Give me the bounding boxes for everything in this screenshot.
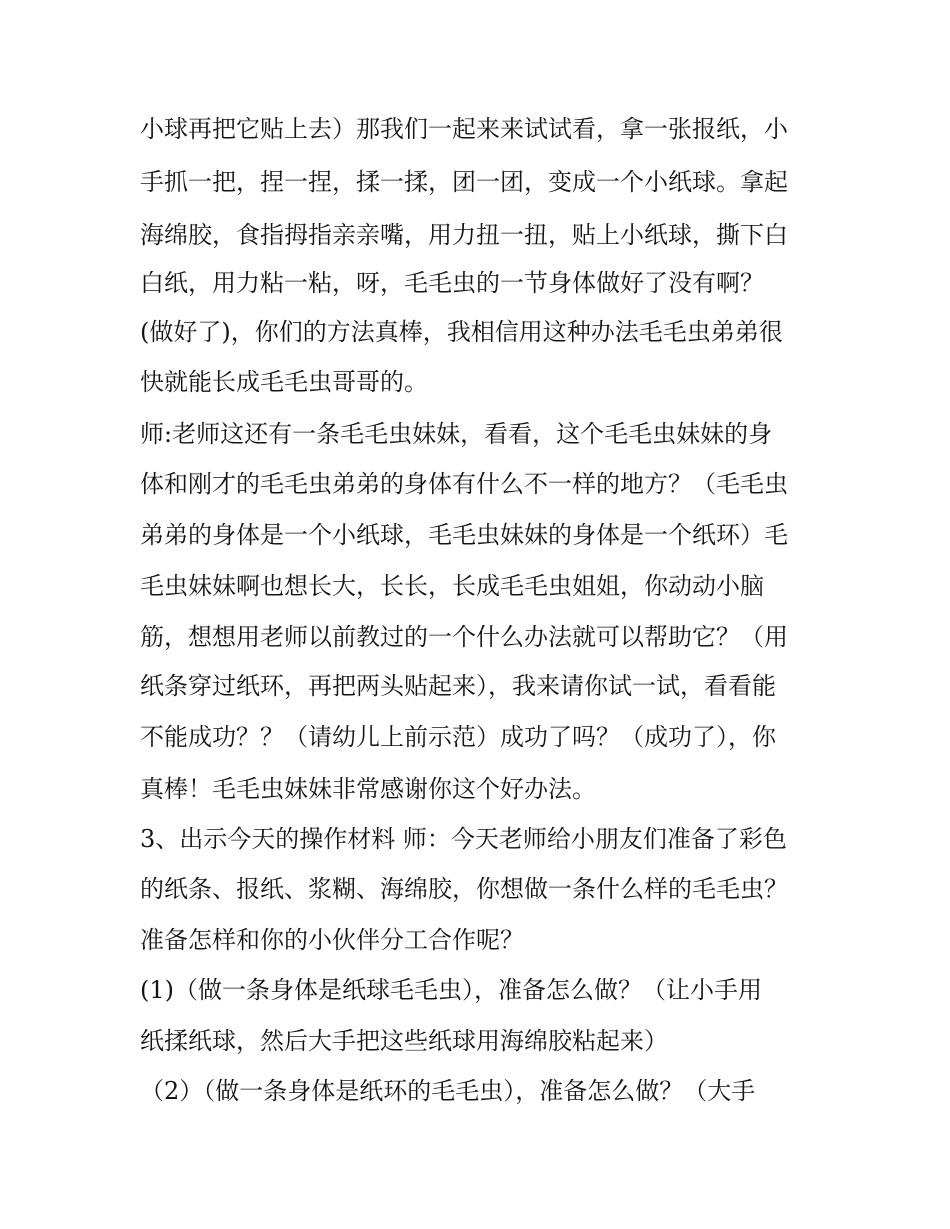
text-line: 不能成功？？（请幼儿上前示范）成功了吗？（成功了），你 (140, 723, 776, 751)
text-line: 小球再把它贴上去）那我们一起来来试试看，拿一张报纸，小 (140, 115, 788, 143)
text-line: 体和刚才的毛毛虫弟弟的身体有什么不一样的地方？（毛毛虫 (140, 470, 788, 498)
text-line: 快就能长成毛毛虫哥哥的。 (140, 368, 428, 396)
text-line: 手抓一把，捏一捏，揉一揉，团一团，变成一个小纸球。拿起 (140, 168, 788, 196)
text-line: 师:老师这还有一条毛毛虫妹妹，看看，这个毛毛虫妹妹的身 (140, 420, 773, 448)
text-line: 海绵胶，食指拇指亲亲嘴，用力扭一扭，贴上小纸球，撕下白 (140, 221, 788, 249)
text-line: 的纸条、报纸、浆糊、海绵胶，你想做一条什么样的毛毛虫？ (140, 875, 788, 903)
text-line: 纸揉纸球，然后大手把这些纸球用海绵胶粘起来） (140, 1027, 668, 1055)
text-line: 3、出示今天的操作材料 师：今天老师给小朋友们准备了彩色 (140, 825, 787, 853)
text-line: 弟弟的身体是一个小纸球，毛毛虫妹妹的身体是一个纸环）毛 (140, 521, 788, 549)
text-line: 筋，想想用老师以前教过的一个什么办法就可以帮助它？（用 (140, 623, 788, 651)
text-line: 毛虫妹妹啊也想长大，长长，长成毛毛虫姐姐，你动动小脑 (140, 572, 764, 600)
text-line: (做好了)，你们的方法真棒，我相信用这种办法毛毛虫弟弟很 (140, 318, 783, 346)
text-line: 白纸，用力粘一粘，呀，毛毛虫的一节身体做好了没有啊？ (140, 269, 764, 297)
text-line: 真棒！毛毛虫妹妹非常感谢你这个好办法。 (140, 775, 596, 803)
text-line: （2）（做一条身体是纸环的毛毛虫），准备怎么做？（大手 (140, 1077, 756, 1105)
text-line: 纸条穿过纸环，再把两头贴起来），我来请你试一试，看看能 (140, 672, 776, 700)
text-line: 准备怎样和你的小伙伴分工合作呢？ (140, 926, 524, 954)
text-line: (1)（做一条身体是纸球毛毛虫），准备怎么做？（让小手用 (140, 976, 762, 1004)
